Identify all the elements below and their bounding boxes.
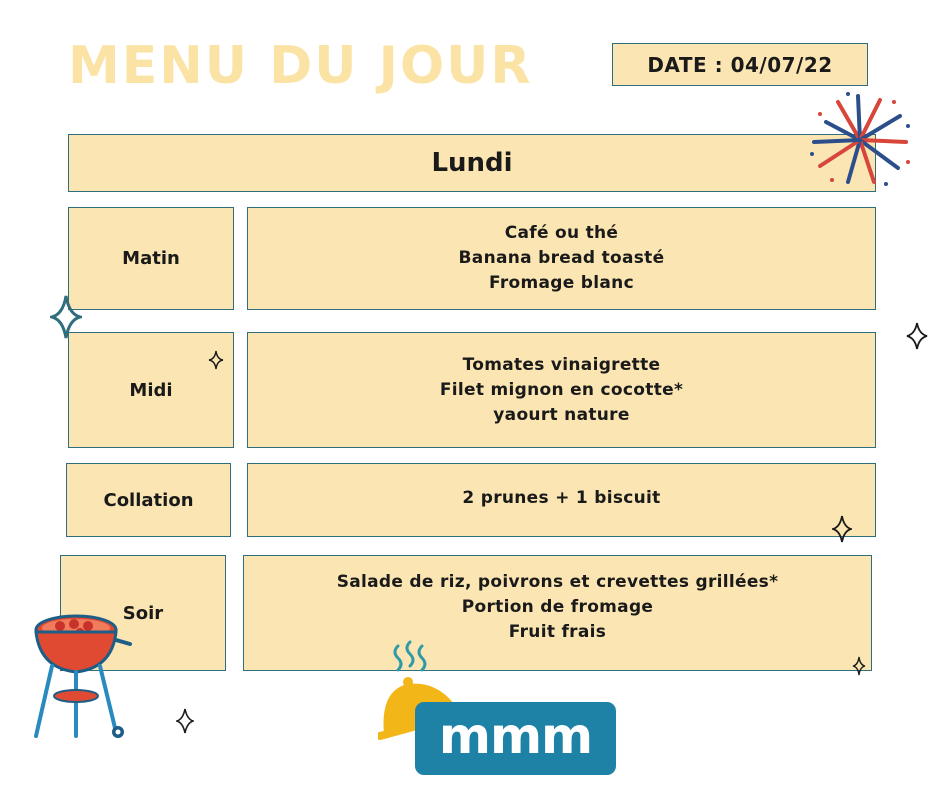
meal-item: Tomates vinaigrette	[462, 354, 661, 375]
meal-item: Filet mignon en cocotte*	[439, 379, 684, 400]
meal-content-collation	[247, 463, 876, 537]
meal-item: yaourt nature	[493, 404, 630, 425]
barbecue-icon	[20, 604, 132, 746]
sparkle-icon	[906, 322, 928, 350]
meal-item: Portion de fromage	[461, 597, 654, 617]
meal-label-text: Matin	[122, 248, 180, 269]
date-text: DATE : 04/07/22	[647, 52, 833, 77]
meal-item: 2 prunes + 1 biscuit	[462, 488, 661, 508]
meal-content-midi	[247, 332, 876, 448]
meal-label-text: Midi	[129, 379, 173, 401]
meal-item: Salade de riz, poivrons et crevettes grillées*	[336, 572, 779, 592]
meal-label-collation	[66, 463, 231, 537]
sparkle-icon	[852, 656, 866, 676]
date-badge	[612, 43, 868, 86]
meal-label-text: Collation	[103, 489, 194, 511]
meal-label-matin	[68, 207, 234, 310]
meal-item: Café ou thé	[504, 223, 619, 243]
sparkle-icon	[208, 350, 224, 370]
meal-content-soir	[243, 555, 872, 671]
meal-item: Banana bread toasté	[458, 248, 665, 268]
day-label: Lundi	[431, 148, 513, 178]
brand-logo-text: mmm	[438, 706, 593, 765]
page-title: MENU DU JOUR	[68, 36, 533, 96]
sparkle-icon	[50, 294, 82, 340]
firework-icon	[808, 92, 912, 188]
sparkle-icon	[832, 515, 852, 543]
brand-logo	[415, 702, 616, 775]
meal-content-matin	[247, 207, 876, 310]
sparkle-icon	[176, 708, 194, 734]
meal-item: Fromage blanc	[489, 273, 634, 293]
meal-label-text: Soir	[122, 602, 164, 624]
day-header	[68, 134, 876, 192]
meal-item: Fruit frais	[508, 622, 607, 642]
